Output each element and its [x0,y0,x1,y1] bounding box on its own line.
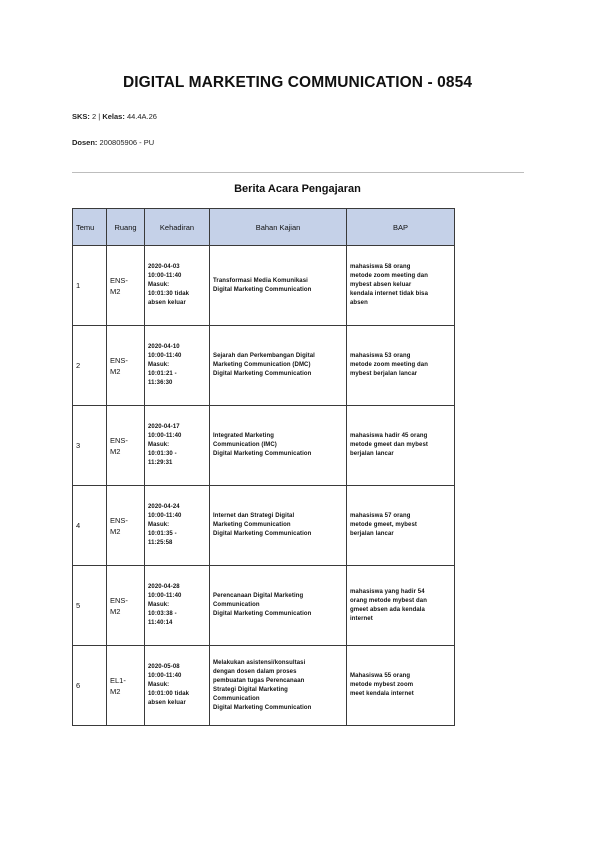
cell-line: mahasiswa hadir 45 orang [350,433,428,439]
cell-line: ENS- [110,435,128,445]
course-meta [72,112,157,121]
cell-line: M2 [110,286,121,296]
ruang-cell [107,486,145,566]
cell-line: Digital Marketing Communication [213,286,312,293]
table-row [73,406,455,486]
cell-line: EL1- [110,675,126,685]
table-header-row [73,209,455,246]
cell-line: M2 [110,366,121,376]
cell-line: dengan dosen dalam proses [213,668,297,675]
temu-cell: 1 [73,246,107,326]
cell-line: mybest absen keluar [350,282,412,288]
cell-line: Communication [213,695,260,702]
cell-line: 10:01:35 - [148,531,177,537]
temu-cell: 2 [73,326,107,406]
kelas-value: 44.4A.26 [126,112,157,121]
cell-line: gmeet absen ada kendala [350,606,425,613]
table-row [73,246,455,326]
cell-line: 10:03:38 - [148,611,177,617]
cell-line: Perencanaan Digital Marketing [213,593,304,599]
cell-line: 10:01:21 - [148,371,177,377]
teaching-report-table [72,208,455,726]
kehadiran-cell [145,486,210,566]
bahan-kajian-cell [210,646,347,726]
cell-line: kendala internet tidak bisa [350,291,429,297]
bahan-kajian-cell [210,486,347,566]
cell-line: metode zoom meeting dan [350,362,428,368]
cell-line: Mahasiswa 55 orang [350,673,411,679]
cell-line: Strategi Digital Marketing [213,686,288,693]
cell-line: Sejarah dan Perkembangan Digital [213,353,315,359]
header-bap: BAP [347,209,455,246]
ruang-cell [107,406,145,486]
kehadiran-cell [145,246,210,326]
temu-cell: 5 [73,566,107,646]
cell-line: Internet dan Strategi Digital [213,513,295,519]
kehadiran-cell [145,646,210,726]
cell-line: absen keluar [148,300,186,306]
kehadiran-cell [145,406,210,486]
kelas-label: Kelas: [102,112,125,121]
cell-line: 11:25:58 [148,540,173,546]
cell-line: Digital Marketing Communication [213,531,312,537]
cell-line: 10:00-11:40 [148,593,182,599]
ruang-cell [107,566,145,646]
cell-line: Digital Marketing Communication [213,451,312,457]
cell-line: ENS- [110,275,128,285]
cell-line: Melakukan asistensi/konsultasi [213,659,306,666]
cell-line: mahasiswa 53 orang [350,353,411,359]
cell-line: Masuk: [148,362,170,368]
bahan-kajian-cell [210,246,347,326]
kehadiran-cell [145,566,210,646]
cell-line: ENS- [110,595,128,605]
cell-line: mahasiswa 58 orang [350,264,411,270]
bap-cell [347,246,455,326]
cell-line: M2 [110,606,121,616]
cell-line: 10:01:30 - [148,451,177,457]
cell-line: Marketing Communication [213,522,291,528]
cell-line: 10:00-11:40 [148,273,182,279]
ruang-cell [107,246,145,326]
temu-cell: 6 [73,646,107,726]
meta-separator: | [98,112,101,121]
sks-value: 2 [92,112,97,121]
header-ruang: Ruang [107,209,145,246]
cell-line: 2020-04-17 [148,424,180,430]
cell-line: 2020-04-28 [148,584,180,590]
cell-line: 10:00-11:40 [148,513,182,519]
cell-line: 11:36:30 [148,380,173,386]
cell-line: 10:00-11:40 [148,353,182,359]
cell-line: metode mybest zoom [350,682,414,688]
cell-line: 2020-05-08 [148,664,180,670]
header-bahan-kajian: Bahan Kajian [210,209,347,246]
cell-line: Masuk: [148,522,170,528]
cell-line: absen keluar [148,700,186,706]
dosen-label: Dosen: [72,138,98,147]
ruang-cell [107,646,145,726]
cell-line: Masuk: [148,682,170,688]
cell-line: Marketing Communication (DMC) [213,362,311,368]
cell-line: 10:00-11:40 [148,673,182,679]
bap-cell [347,486,455,566]
cell-line: Communication (IMC) [213,442,277,448]
cell-line: meet kendala internet [350,691,414,697]
sks-label: SKS: [72,112,90,121]
bahan-kajian-cell [210,566,347,646]
dosen-value: 200805906 - PU [99,138,155,147]
ruang-cell [107,326,145,406]
cell-line: ENS- [110,355,128,365]
cell-line: berjalan lancar [350,531,394,537]
cell-line: Digital Marketing Communication [213,704,312,711]
cell-line: Integrated Marketing [213,433,275,439]
cell-line: internet [350,615,373,622]
cell-line: Masuk: [148,602,170,608]
page-title: DIGITAL MARKETING COMMUNICATION - 0854 [122,74,473,91]
cell-line: mahasiswa 57 orang [350,513,411,519]
cell-line: 10:00-11:40 [148,433,182,439]
temu-cell: 4 [73,486,107,566]
cell-line: absen [350,300,368,306]
cell-line: Digital Marketing Communication [213,611,312,617]
lecturer-meta [72,138,154,147]
cell-line: mahasiswa yang hadir 54 [350,588,425,595]
cell-line: Digital Marketing Communication [213,371,312,377]
divider [72,172,524,173]
cell-line: ENS- [110,515,128,525]
cell-line: Masuk: [148,282,170,288]
cell-line: metode gmeet, mybest [350,522,418,528]
bap-cell [347,326,455,406]
kehadiran-cell [145,326,210,406]
cell-line: mybest berjalan lancar [350,371,418,377]
cell-line: M2 [110,526,121,536]
cell-line: metode gmeet dan mybest [350,442,428,448]
cell-line: 2020-04-10 [148,344,180,350]
cell-line: 10:01:30 tidak [148,291,190,297]
header-kehadiran: Kehadiran [145,209,210,246]
cell-line: Masuk: [148,442,170,448]
section-title: Berita Acara Pengajaran [234,183,361,195]
cell-line: M2 [110,446,121,456]
table-row [73,566,455,646]
bahan-kajian-cell [210,326,347,406]
cell-line: M2 [110,686,121,696]
cell-line: pembuatan tugas Perencanaan [213,677,305,684]
table-row [73,486,455,566]
cell-line: Communication [213,602,260,608]
cell-line: 2020-04-03 [148,264,180,270]
bap-cell [347,566,455,646]
cell-line: 11:40:14 [148,620,173,626]
cell-line: Transformasi Media Komunikasi [213,277,308,284]
table-row [73,326,455,406]
bahan-kajian-cell [210,406,347,486]
cell-line: berjalan lancar [350,451,394,457]
bap-cell [347,646,455,726]
cell-line: 10:01:00 tidak [148,691,190,697]
cell-line: 2020-04-24 [148,504,180,510]
table-row [73,646,455,726]
bap-cell [347,406,455,486]
cell-line: orang metode mybest dan [350,597,427,604]
cell-line: 11:29:31 [148,460,173,466]
cell-line: metode zoom meeting dan [350,273,428,279]
temu-cell: 3 [73,406,107,486]
header-temu: Temu [73,209,107,246]
